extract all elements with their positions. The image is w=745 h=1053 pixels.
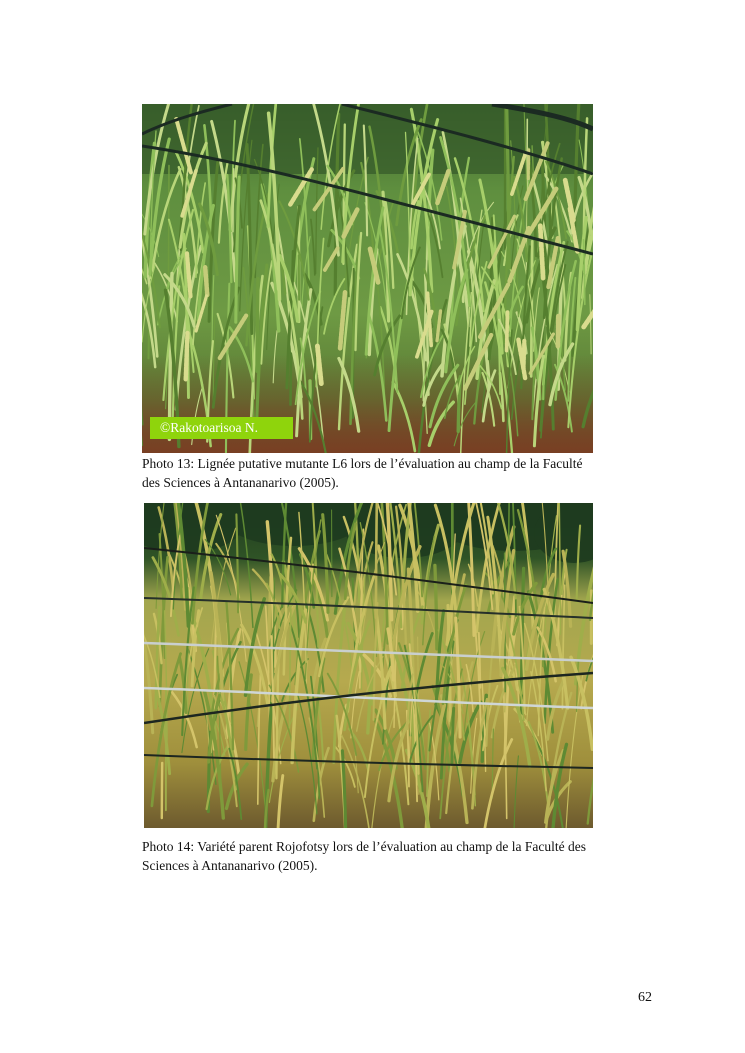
photo-credit-label: ©Rakotoarisoa N. [150,417,293,439]
photo-13-rice-field-mutant-line [142,104,593,453]
rice-panicle [186,333,188,379]
rice-blade [376,503,377,618]
rice-blade [435,565,437,649]
rice-panicle [507,312,508,351]
photo-14-caption: Photo 14: Variété parent Rojofotsy lors de l’évaluation au champ de la Faculté des Sciences à Antananarivo (2005). [142,839,587,873]
rice-blade [233,169,234,232]
photo-14-rice-field-parent-variety [144,503,593,828]
rice-panicle [524,341,525,369]
photo-14-image [144,503,593,828]
rice-blade [452,708,454,764]
page-number: 62 [638,990,652,1005]
rice-panicle [558,315,559,346]
rice-panicle [205,267,207,295]
rice-blade [257,279,258,372]
photo-13-image [142,104,593,453]
rice-panicle [540,225,543,278]
photo-13-caption: Photo 13: Lignée putative mutante L6 lors de l’évaluation au champ de la Faculté des Sciences à Antananarivo (2005). [142,456,583,490]
rice-blade [168,166,169,290]
